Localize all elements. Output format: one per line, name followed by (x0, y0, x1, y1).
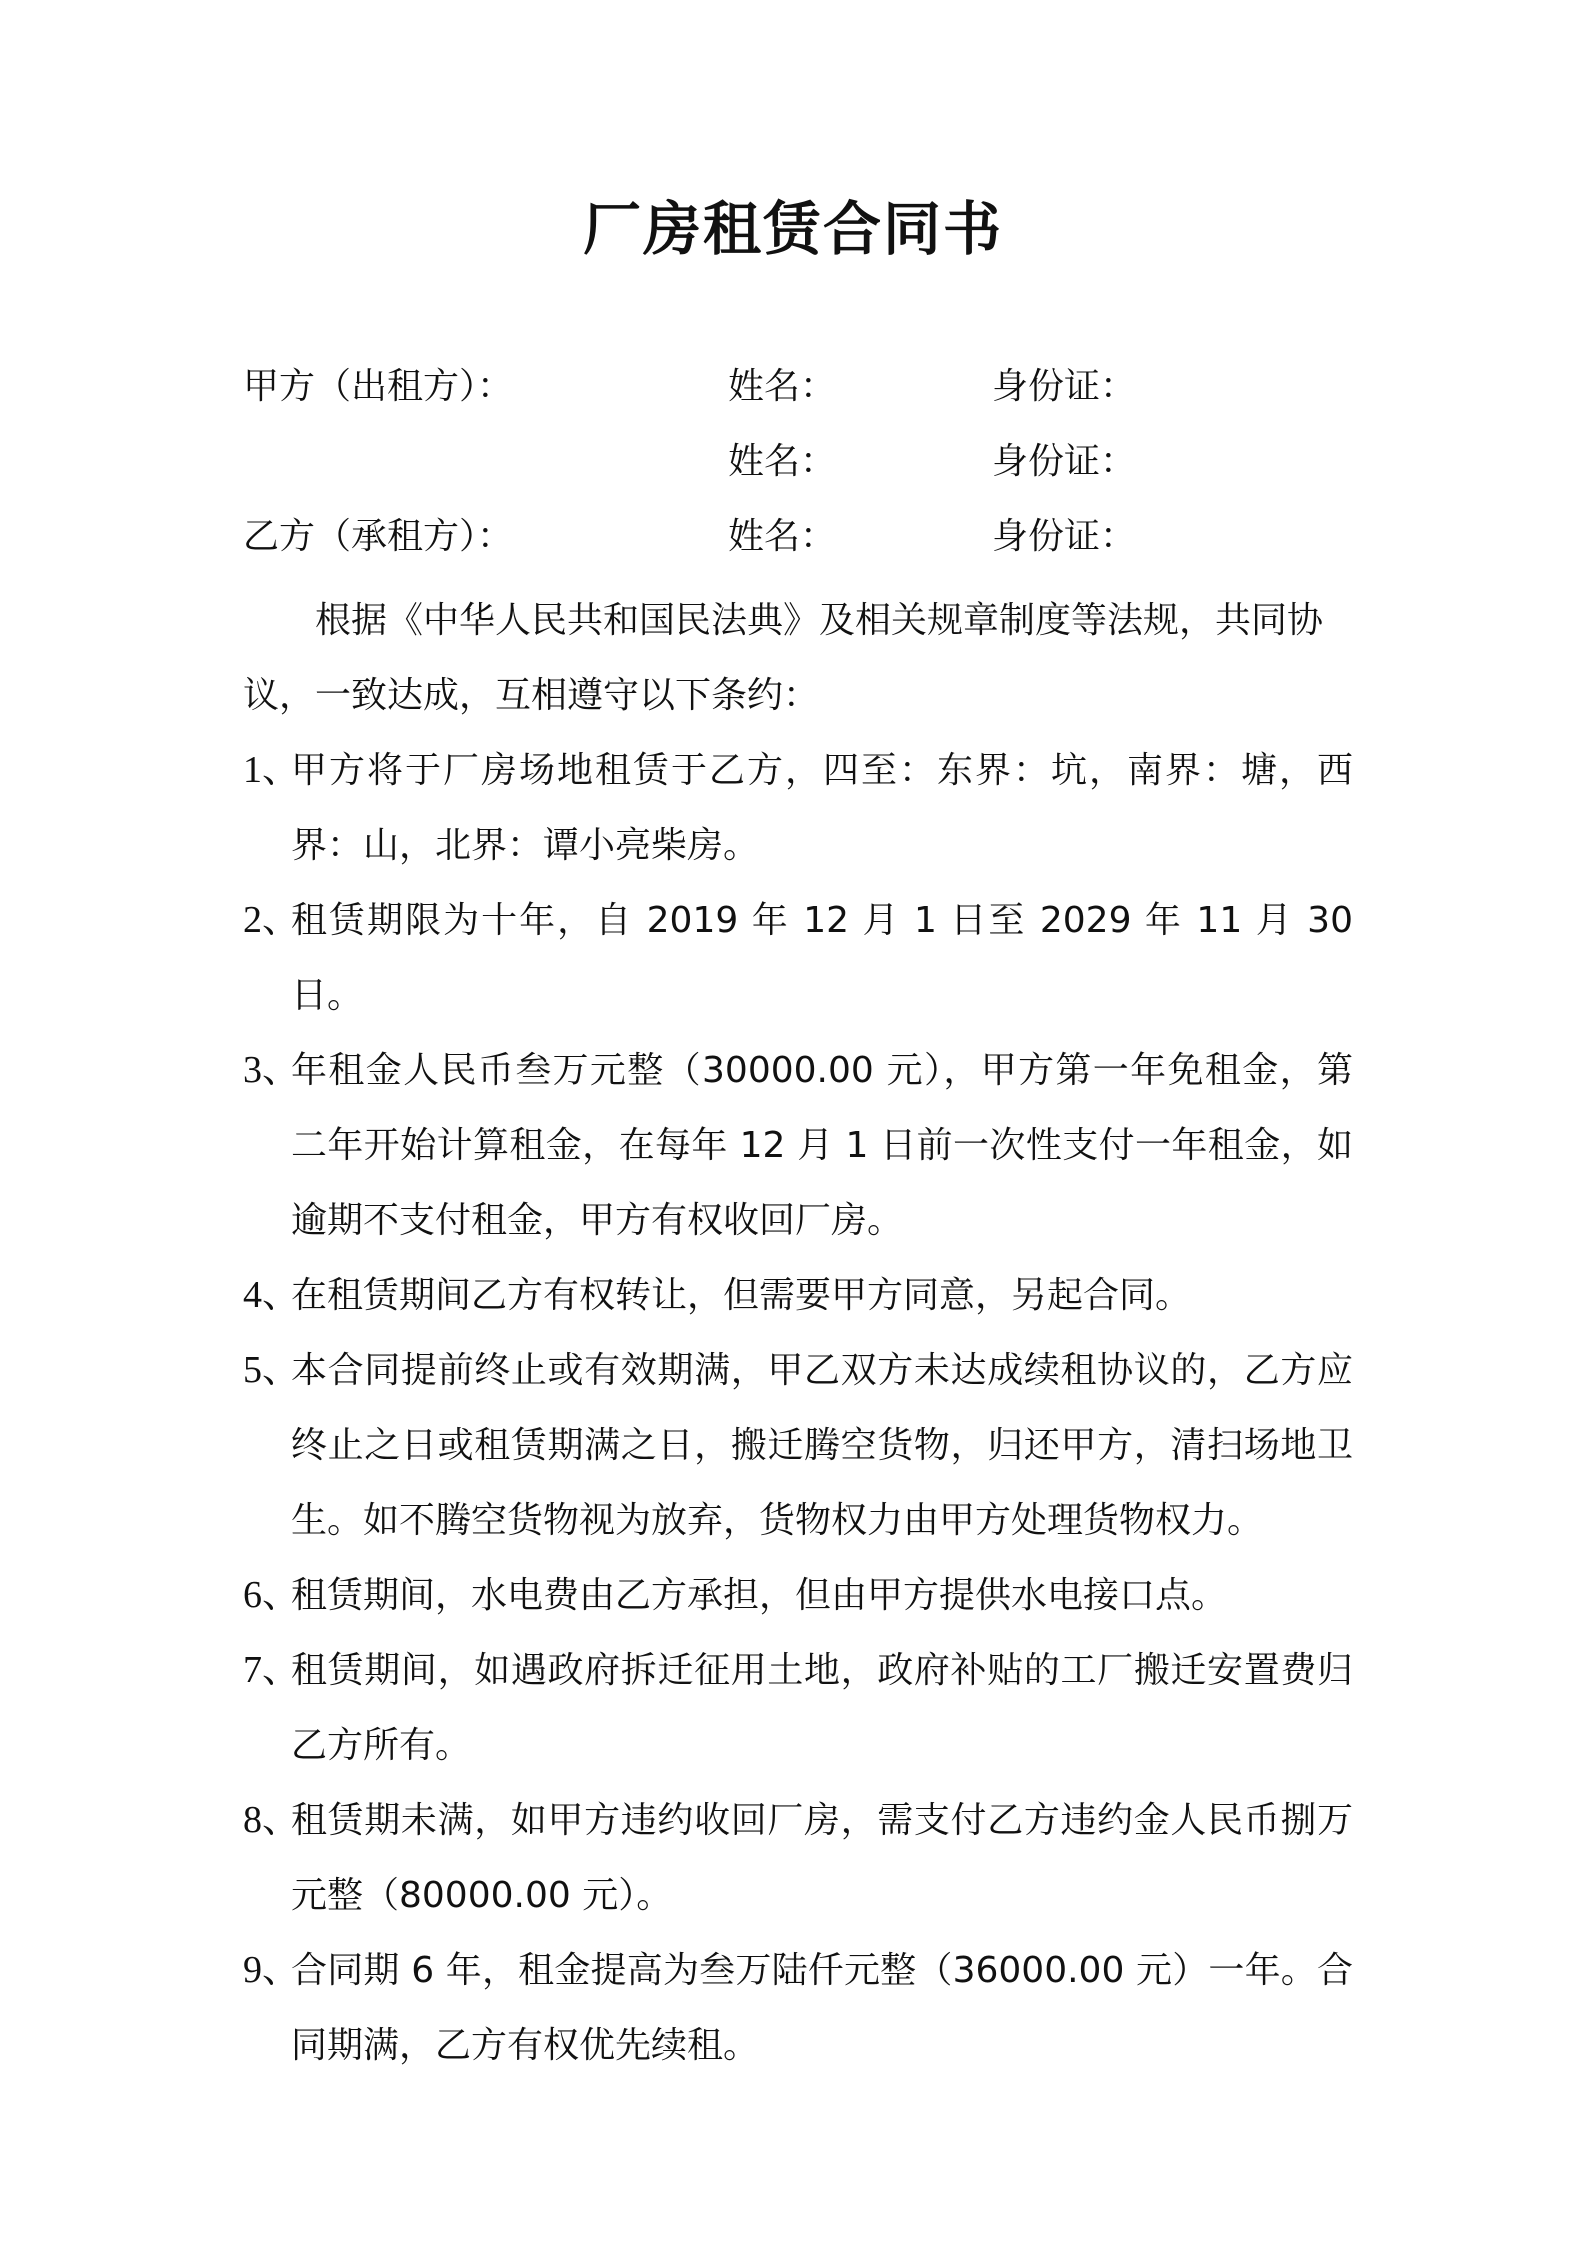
name-label: 姓名： (728, 366, 837, 407)
clause-number: 4、 (243, 1274, 301, 1316)
clause-number: 2、 (243, 899, 301, 941)
party-row-lessee (0, 512, 1586, 562)
clause-text: 租赁期间，如遇政府拆迁征用土地，政府补贴的工厂搬迁安置费归乙方所有。 (291, 1650, 1353, 1766)
clause-7 (243, 1633, 1353, 1783)
clause-9 (243, 1933, 1353, 2083)
clause-text: 租赁期间，水电费由乙方承担，但由甲方提供水电接口点。 (291, 1575, 1228, 1616)
contract-body (243, 583, 1353, 2083)
clause-2 (243, 883, 1353, 1033)
clause-text: 本合同提前终止或有效期满，甲乙双方未达成续租协议的，乙方应终止之日或租赁期满之日，搬迁腾空货物，归还甲方，清扫场地卫生。如不腾空货物视为放弃，货物权力由甲方处理货物权力。 (291, 1350, 1353, 1541)
party-row-lessor (0, 362, 1586, 412)
clause-text: 年租金人民币叁万元整（30000.00 元），甲方第一年免租金，第二年开始计算租金，在每年 12 月 1 日前一次性支付一年租金，如逾期不支付租金，甲方有权收回厂房。 (291, 1050, 1353, 1241)
clause-number: 6、 (243, 1574, 301, 1616)
clause-5 (243, 1333, 1353, 1558)
clause-text: 租赁期限为十年，自 2019 年 12 月 1 日至 2029 年 11 月 30 日。 (291, 900, 1353, 1016)
clause-text: 甲方将于厂房场地租赁于乙方，四至：东界：坑，南界：塘，西界：山，北界：谭小亮柴房。 (291, 750, 1353, 866)
clause-number: 3、 (243, 1049, 301, 1091)
party-label: 乙方（承租方）： (243, 516, 514, 557)
clause-number: 9、 (243, 1949, 301, 1991)
clause-number: 5、 (243, 1349, 301, 1391)
party-label: 甲方（出租方）： (243, 366, 514, 407)
clause-number: 1、 (243, 749, 301, 791)
clause-6 (243, 1558, 1353, 1633)
clause-text: 合同期 6 年，租金提高为叁万陆仟元整（36000.00 元）一年。合同期满，乙方有权优先续租。 (291, 1950, 1353, 2066)
name-label: 姓名： (728, 441, 837, 482)
id-card-label: 身份证： (992, 516, 1137, 557)
clause-number: 8、 (243, 1799, 301, 1841)
clause-number: 7、 (243, 1649, 301, 1691)
party-row-lessor-2 (0, 437, 1586, 487)
preamble: 根据《中华人民共和国民法典》及相关规章制度等法规，共同协议，一致达成，互相遵守以下条约： (243, 600, 1324, 716)
clause-3 (243, 1033, 1353, 1258)
id-card-label: 身份证： (992, 366, 1137, 407)
clause-8 (243, 1783, 1353, 1933)
document-title: 厂房租赁合同书 (582, 195, 1003, 263)
clause-4 (243, 1258, 1353, 1333)
id-card-label: 身份证： (992, 441, 1137, 482)
clause-text: 在租赁期间乙方有权转让，但需要甲方同意，另起合同。 (291, 1275, 1192, 1316)
clause-text: 租赁期未满，如甲方违约收回厂房，需支付乙方违约金人民币捌万元整（80000.00 元）。 (291, 1800, 1353, 1916)
clause-1 (243, 733, 1353, 883)
name-label: 姓名： (728, 516, 837, 557)
